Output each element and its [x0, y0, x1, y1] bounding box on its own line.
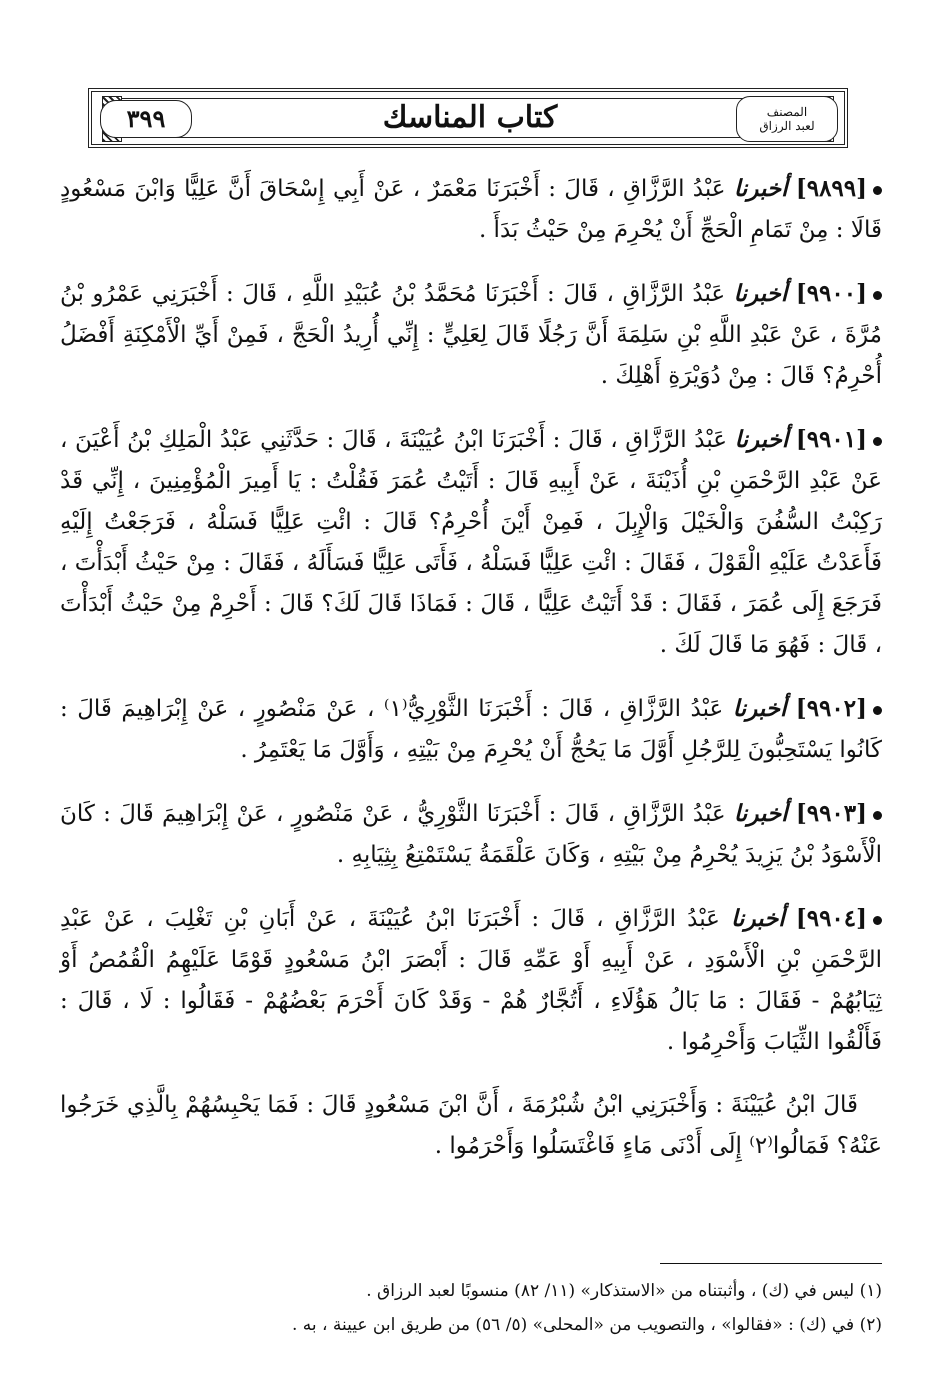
hadith-text: عَبْدُ الرَّزَّاقِ ، قَالَ : أَخْبَرَنَا الثَّوْرِيُّ⁽١⁾ ، عَنْ مَنْصُورٍ ، عَنْ إِبْرَاهِيمَ قَالَ : كَانُوا يَسْتَحِبُّونَ لِلرَّجُلِ أَوَّلَ مَا يَحُجُّ أَنْ يُحْرِمَ مِنْ بَيْتِهِ ، وَأَوَّلَ مَا يَعْتَمِرُ .: [60, 696, 882, 763]
bullet-icon: [873, 706, 882, 715]
footnote-2: (٢) في (ك) : «فقالوا» ، والتصويب من «المحلى» (٥/ ٥٦) من طريق ابن عيينة ، به .: [291, 1315, 882, 1335]
hadith-number: [٩٩٠٠]: [795, 280, 868, 307]
akhbarana-label: أخبرنا: [733, 175, 788, 202]
hadith-text: عَبْدُ الرَّزَّاقِ ، قَالَ : أَخْبَرَنَا الثَّوْرِيُّ ، عَنْ مَنْصُورٍ ، عَنْ إِبْرَاهِيمَ قَالَ : كَانَ الْأَسْوَدُ بْنُ يَزِيدَ يُحْرِمُ مِنْ بَيْتِهِ ، وَكَانَ عَلْقَمَةُ يَسْتَمْتِعُ بِثِيَابِهِ .: [60, 801, 882, 868]
footnote-1: (١) ليس في (ك) ، وأثبتناه من «الاستذكار» (١١/ ٨٢) منسوبًا لعبد الرزاق .: [366, 1281, 882, 1301]
hadith-text: عَبْدُ الرَّزَّاقِ ، قَالَ : أَخْبَرَنَا مَعْمَرٌ ، عَنْ أَبِي إِسْحَاقَ أَنَّ عَلِيًّا وَابْنَ مَسْعُودٍ قَالَا : مِنْ تَمَامِ الْحَجِّ أَنْ يُحْرِمَ مِنْ حَيْثُ بَدَأَ .: [60, 176, 882, 243]
bullet-icon: [873, 291, 882, 300]
hadith-number: [٩٩٠١]: [795, 426, 868, 453]
book-title: كتاب المناسك: [382, 100, 558, 135]
akhbarana-label: أخبرنا: [732, 695, 787, 722]
hadith-entry: [60, 898, 882, 1063]
bullet-icon: [873, 811, 882, 820]
bullet-icon: [873, 916, 882, 925]
hadith-number: [٩٨٩٩]: [795, 175, 868, 202]
bullet-icon: [873, 437, 882, 446]
akhbarana-label: أخبرنا: [733, 280, 788, 307]
hadith-text: عَبْدُ الرَّزَّاقِ ، قَالَ : أَخْبَرَنَا مُحَمَّدُ بْنُ عُبَيْدِ اللَّهِ ، قَالَ : أَخْبَرَنِي عَمْرُو بْنُ مُرَّةَ ، عَنْ عَبْدِ اللَّهِ بْنِ سَلِمَةَ أَنَّ رَجُلًا قَالَ لِعَلِيٍّ : إِنِّي أُرِيدُ الْحَجَّ ، فَمِنْ أَيِّ الْأَمْكِنَةِ أَفْضَلُ أُحْرِمُ؟ قَالَ : مِنْ دُوَيْرَةِ أَهْلِكَ .: [60, 281, 882, 389]
bullet-icon: [873, 186, 882, 195]
hadith-text: عَبْدُ الرَّزَّاقِ ، قَالَ : أَخْبَرَنَا ابْنُ عُيَيْنَةَ ، قَالَ : حَدَّثَنِي عَبْدُ الْمَلِكِ بْنُ أَعْيَنَ ، عَنْ عَبْدِ الرَّحْمَنِ بْنِ أُذَيْنَةَ ، عَنْ أَبِيهِ قَالَ : أَتَيْتُ عُمَرَ فَقُلْتُ : يَا أَمِيرَ الْمُؤْمِنِينَ ، إِنِّي قَدْ رَكِبْتُ السُّفُنَ وَالْخَيْلَ وَالْإِبِلَ ، فَمِنْ أَيْنَ أُحْرِمُ؟ قَالَ : ائْتِ عَلِيًّا فَسَلْهُ ، فَرَجَعْتُ إِلَيْهِ فَأَعَدْتُ عَلَيْهِ الْقَوْلَ ، فَقَالَ : ائْتِ عَلِيًّا فَسَلْهُ ، فَأَتَى عَلِيًّا فَسَأَلَهُ ، فَقَالَ : مِنْ حَيْثُ أَبْدَأْتَ ، فَرَجَعَ إِلَى عُمَرَ ، فَقَالَ : قَدْ أَتَيْتُ عَلِيًّا ، قَالَ : فَمَاذَا قَالَ لَكَ؟ قَالَ : أَحْرِمْ مِنْ حَيْثُ أَبْدَأْتَ ، قَالَ : فَهُوَ مَا قَالَ لَكَ .: [60, 427, 882, 658]
akhbarana-label: أخبرنا: [731, 905, 785, 932]
hadith-text: عَبْدُ الرَّزَّاقِ ، قَالَ : أَخْبَرَنَا ابْنُ عُيَيْنَةَ ، عَنْ أَبَانِ بْنِ تَغْلِبَ ، عَنْ عَبْدِ الرَّحْمَنِ بْنِ الْأَسْوَدِ ، عَنْ أَبِيهِ أَوْ عَمِّهِ قَالَ : أَبْصَرَ ابْنُ مَسْعُودٍ قَوْمًا عَلَيْهِمُ الْقُمُصُ أَوْ ثِيَابُهُمْ - فَقَالَ : مَا بَالُ هَؤُلَاءِ ، أَتُجَّارٌ هُمْ - وَقَدْ كَانَ أَحْرَمَ بَعْضُهُمْ - فَقَالُوا : لَا ، قَالَ : فَأَلْقُوا الثِّيَابَ وَأَحْرِمُوا .: [60, 906, 882, 1055]
closing-paragraph: قَالَ ابْنُ عُيَيْنَةَ : وَأَخْبَرَنِي ابْنُ شُبْرُمَةَ ، أَنَّ ابْنَ مَسْعُودٍ قَالَ : فَمَا يَحْبِسُهُمْ بِالَّذِي خَرَجُوا عَنْهُ؟ فَمَالُوا⁽٢⁾ إِلَى أَدْنَى مَاءٍ فَاغْتَسَلُوا وَأَحْرَمُوا .: [60, 1092, 882, 1159]
logo-line-1: المصنف: [766, 105, 808, 119]
hadith-number: [٩٩٠٤]: [795, 905, 868, 932]
akhbarana-label: أخبرنا: [733, 800, 788, 827]
footnotes: [60, 1274, 882, 1342]
page-number: ٣٩٩: [100, 100, 192, 138]
hadith-entry: [60, 793, 882, 876]
hadith-number: [٩٩٠٢]: [795, 695, 867, 722]
logo-line-2: لعبد الرزاق: [759, 119, 815, 133]
hadith-entry: [60, 168, 882, 251]
book-logo: [736, 96, 838, 142]
footnote-divider: [660, 1263, 882, 1264]
hadith-number: [٩٩٠٣]: [795, 800, 868, 827]
akhbarana-label: أخبرنا: [734, 426, 789, 453]
hadith-entry: [60, 273, 882, 397]
hadith-entry: [60, 688, 882, 771]
page-body: [60, 168, 882, 1181]
hadith-entry: [60, 419, 882, 666]
